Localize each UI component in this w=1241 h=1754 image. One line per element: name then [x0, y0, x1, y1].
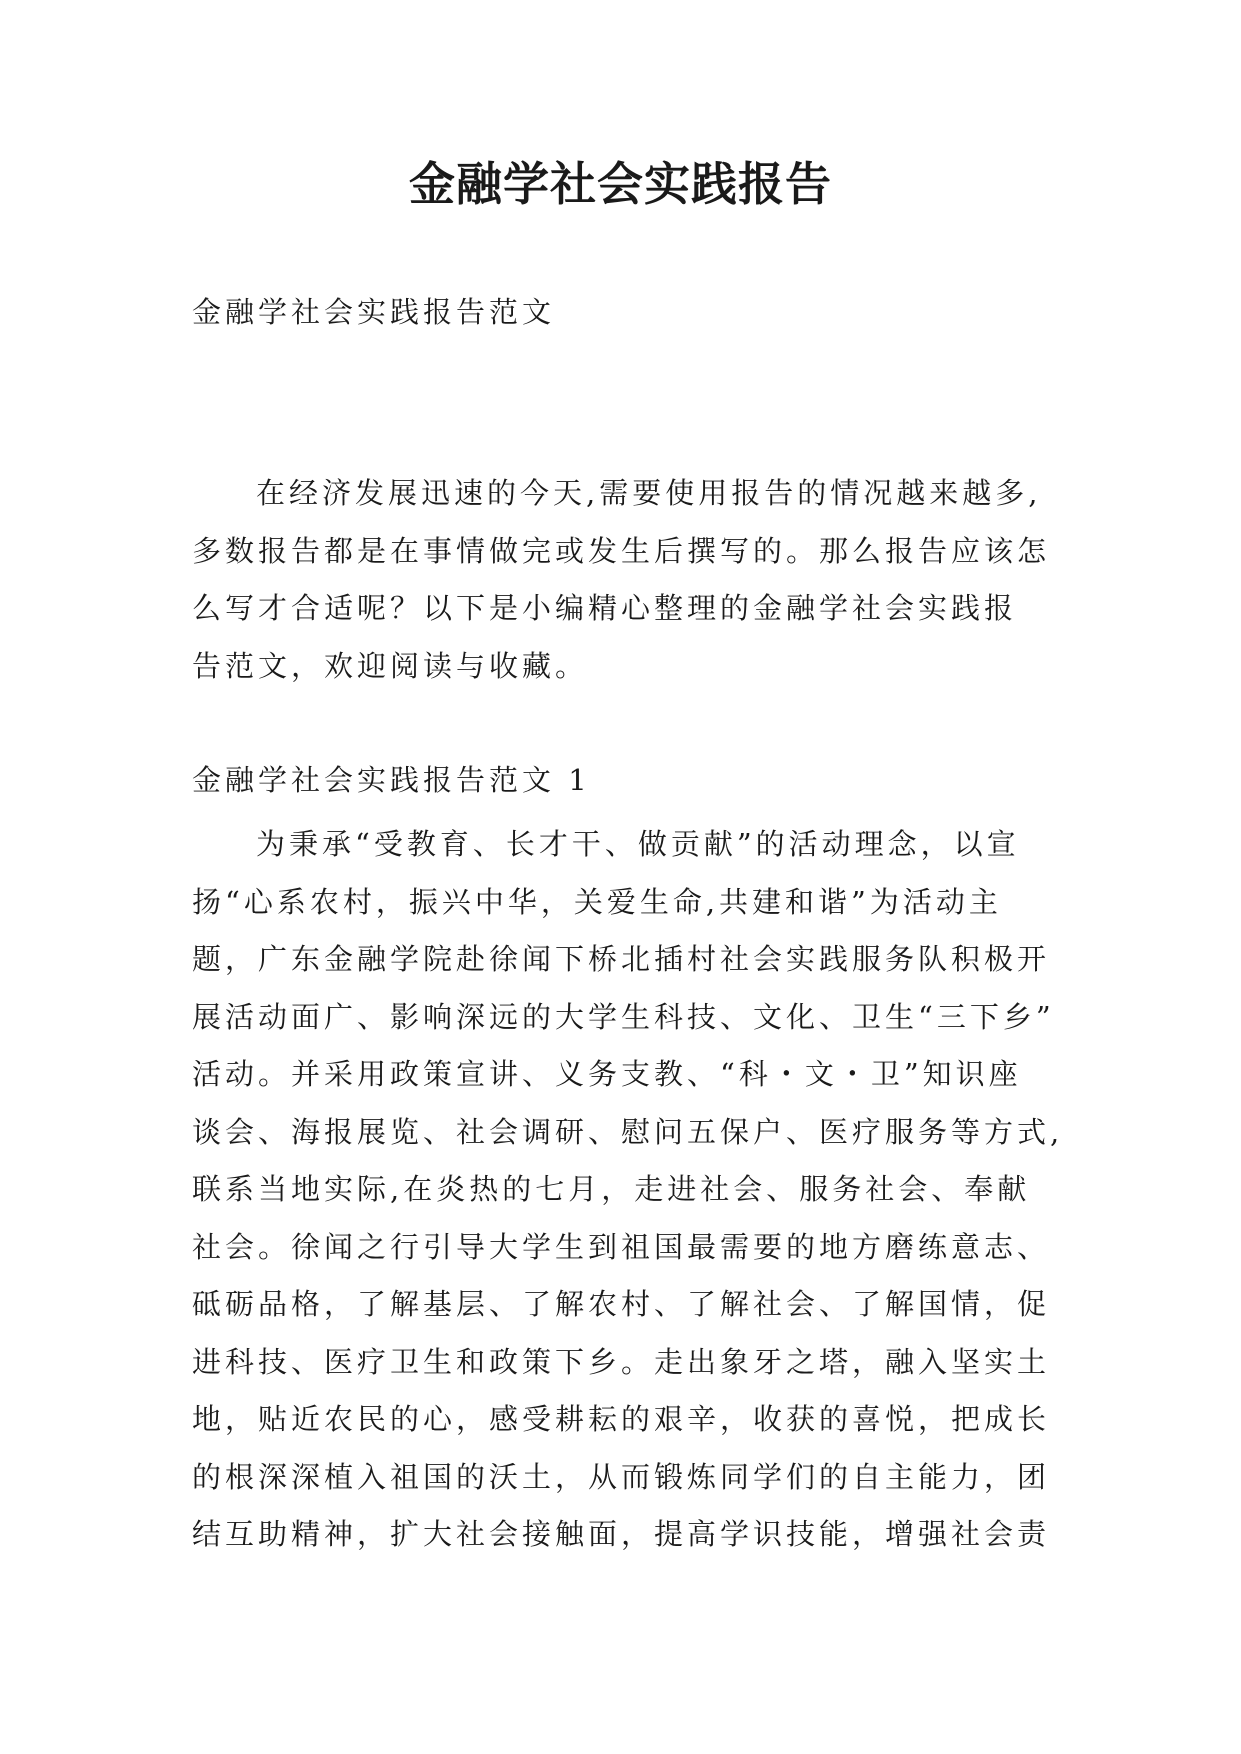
paragraph-line: 告范文，欢迎阅读与收藏。	[192, 648, 589, 683]
intro-paragraph	[192, 465, 1057, 695]
paragraph-line: 谈会、海报展览、社会调研、慰问五保户、医疗服务等方式,	[192, 1114, 1064, 1149]
paragraph-line: 社会。徐闻之行引导大学生到祖国最需要的地方磨练意志、	[192, 1229, 1051, 1264]
paragraph-line: 进科技、医疗卫生和政策下乡。走出象牙之塔，融入坚实土	[192, 1344, 1051, 1379]
paragraph-line: 为秉承“受教育、长才干、做贡献”的活动理念，以宣	[256, 827, 1020, 861]
document-subtitle: 金融学社会实践报告范文	[192, 295, 556, 329]
paragraph-line: 么写才合适呢？以下是小编精心整理的金融学社会实践报	[192, 591, 1018, 625]
paragraph-line: 砥砺品格，了解基层、了解农村、了解社会、了解国情，促	[192, 1287, 1051, 1321]
paragraph-line: 联系当地实际,在炎热的七月，走进社会、服务社会、奉献	[192, 1172, 1031, 1206]
paragraph-line: 在经济发展迅速的今天,需要使用报告的情况越来越多,	[256, 476, 1042, 510]
paragraph-line: 活动。并采用政策宣讲、义务支教、“科・文・卫”知识座	[192, 1057, 1022, 1091]
paragraph-line: 的根深深植入祖国的沃土，从而锻炼同学们的自主能力，团	[192, 1459, 1051, 1494]
document-title: 金融学社会实践报告	[409, 157, 832, 211]
paragraph-line: 结互助精神，扩大社会接触面，提高学识技能，增强社会责	[192, 1517, 1051, 1551]
paragraph-line: 题，广东金融学院赴徐闻下桥北插村社会实践服务队积极开	[192, 942, 1051, 976]
paragraph-line: 扬“心系农村，振兴中华，关爱生命,共建和谐”为活动主	[192, 884, 1002, 919]
section-heading: 金融学社会实践报告范文 1	[192, 763, 591, 797]
paragraph-line: 展活动面广、影响深远的大学生科技、文化、卫生“三下乡”	[192, 999, 1055, 1034]
paragraph-line: 多数报告都是在事情做完或发生后撰写的。那么报告应该怎	[192, 533, 1051, 568]
section-paragraph	[192, 816, 1064, 1564]
paragraph-line: 地，贴近农民的心，感受耕耘的艰辛，收获的喜悦，把成长	[192, 1402, 1051, 1436]
